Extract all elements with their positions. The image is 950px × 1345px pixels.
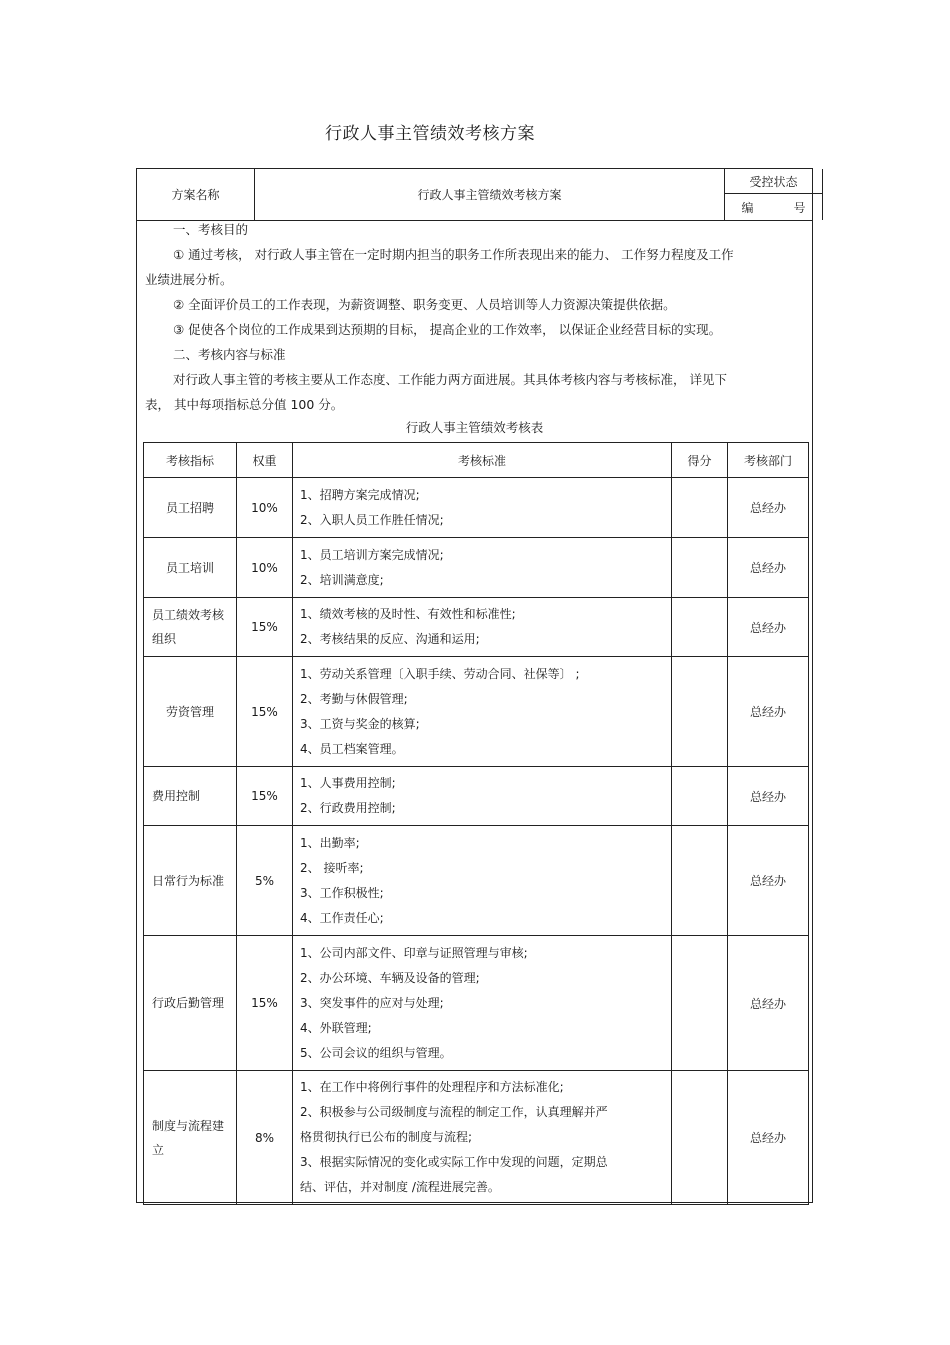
standard-item: 1、人事费用控制; (300, 776, 396, 790)
indicator-cell: 员工招聘 (144, 478, 237, 538)
header-score: 得分 (672, 443, 728, 478)
standard-item: 2、考核结果的反应、沟通和运用; (300, 632, 480, 646)
weight-cell: 15% (237, 767, 293, 826)
weight-cell: 10% (237, 478, 293, 538)
score-cell[interactable] (672, 657, 728, 767)
indicator-cell: 费用控制 (144, 767, 237, 826)
dept-cell: 总经办 (728, 598, 809, 657)
standard-cell (293, 936, 672, 1071)
standard-item: 格贯彻执行已公布的制度与流程; (300, 1130, 473, 1144)
standard-item: 1、绩效考核的及时性、有效性和标准性; (300, 607, 516, 621)
weight-cell: 15% (237, 657, 293, 767)
standard-item: 1、员工培训方案完成情况; (300, 547, 444, 562)
header-dept: 考核部门 (728, 443, 809, 478)
section1-item3: ③ 促使各个岗位的工作成果到达预期的目标， 提高企业的工作效率， 以保证企业经营目标的实现。 (173, 322, 722, 337)
score-cell[interactable] (672, 936, 728, 1071)
dept-cell: 总经办 (728, 657, 809, 767)
header-standard: 考核标准 (293, 443, 672, 478)
weight-cell: 10% (237, 538, 293, 598)
number-label-a: 编 (741, 200, 754, 215)
standard-item: 5、公司会议的组织与管理。 (300, 1045, 452, 1060)
score-cell[interactable] (672, 1071, 728, 1205)
table-row (144, 826, 809, 936)
section1-item1-line2: 业绩进展分析。 (145, 272, 233, 287)
indicator-cell: 日常行为标准 (144, 826, 237, 936)
table-row (144, 936, 809, 1071)
standard-item: 1、公司内部文件、印章与证照管理与审核; (300, 945, 528, 960)
dept-cell: 总经办 (728, 936, 809, 1071)
standard-item: 1、劳动关系管理〔入职手续、劳动合同、社保等〕 ; (300, 666, 580, 681)
standard-item: 3、根据实际情况的变化或实际工作中发现的问题，定期总 (300, 1155, 608, 1169)
standard-cell (293, 478, 672, 538)
section1-item2: ② 全面评价员工的工作表现，为薪资调整、职务变更、人员培训等人力资源决策提供依据。 (173, 297, 676, 312)
weight-cell: 5% (237, 826, 293, 936)
header-weight: 权重 (237, 443, 293, 478)
table-row (144, 767, 809, 826)
score-cell[interactable] (672, 826, 728, 936)
standard-item: 结、评估，并对制度 /流程进展完善。 (300, 1180, 500, 1194)
standard-item: 3、工作积极性; (300, 885, 384, 900)
section2-heading: 二、考核内容与标准 (173, 347, 286, 362)
standard-item: 3、工资与奖金的核算; (300, 716, 420, 731)
table-row (144, 657, 809, 767)
standard-item: 1、出勤率; (300, 835, 360, 850)
header-indicator: 考核指标 (144, 443, 237, 478)
dept-cell: 总经办 (728, 826, 809, 936)
kpi-table-body (144, 478, 809, 1205)
standard-cell (293, 767, 672, 826)
indicator-cell: 员工培训 (144, 538, 237, 598)
table-row (144, 478, 809, 538)
indicator-cell: 制度与流程建立 (144, 1071, 237, 1205)
standard-item: 1、在工作中将例行事件的处理程序和方法标准化; (300, 1080, 564, 1094)
standard-item: 4、外联管理; (300, 1020, 372, 1035)
score-cell[interactable] (672, 538, 728, 598)
indicator-cell: 劳资管理 (144, 657, 237, 767)
standard-item: 1、招聘方案完成情况; (300, 487, 420, 502)
indicator-cell: 行政后勤管理 (144, 936, 237, 1071)
section2-para-line1: 对行政人事主管的考核主要从工作态度、工作能力两方面进展。其具体考核内容与考核标准， 详见下 (173, 372, 727, 387)
plan-name-value: 行政人事主管绩效考核方案 (255, 169, 725, 220)
standard-item: 2、考勤与休假管理; (300, 691, 408, 706)
weight-cell: 15% (237, 936, 293, 1071)
kpi-table (143, 442, 809, 1205)
document-title: 行政人事主管绩效考核方案 (325, 124, 535, 144)
plan-name-label: 方案名称 (137, 169, 255, 220)
dept-cell: 总经办 (728, 1071, 809, 1205)
plan-frame (136, 168, 813, 1203)
section1-item1-line1: ① 通过考核， 对行政人事主管在一定时期内担当的职务工作所表现出来的能力、 工作努力程度及工作 (173, 247, 734, 262)
standard-item: 4、工作责任心; (300, 910, 384, 925)
standard-cell (293, 598, 672, 657)
weight-cell: 15% (237, 598, 293, 657)
table-row (144, 538, 809, 598)
standard-item: 4、员工档案管理。 (300, 741, 404, 756)
indicator-cell: 员工绩效考核组织 (144, 598, 237, 657)
dept-cell: 总经办 (728, 538, 809, 598)
standard-item: 2、行政费用控制; (300, 801, 396, 815)
section2-para-line2: 表， 其中每项指标总分值 100 分。 (145, 397, 344, 412)
standard-item: 2、入职人员工作胜任情况; (300, 512, 444, 527)
standard-cell (293, 657, 672, 767)
score-cell[interactable] (672, 598, 728, 657)
standard-item: 2、培训满意度; (300, 572, 384, 587)
standard-cell (293, 826, 672, 936)
dept-cell: 总经办 (728, 478, 809, 538)
standard-item: 2、积极参与公司级制度与流程的制定工作，认真理解并严 (300, 1105, 608, 1119)
weight-cell: 8% (237, 1071, 293, 1205)
standard-cell (293, 1071, 672, 1205)
kpi-table-header-row (144, 443, 809, 478)
standard-item: 3、突发事件的应对与处理; (300, 995, 444, 1010)
section1-heading: 一、考核目的 (173, 222, 249, 237)
dept-cell: 总经办 (728, 767, 809, 826)
number-label (725, 194, 823, 220)
control-status-label: 受控状态 (725, 169, 823, 194)
table-row (144, 598, 809, 657)
score-cell[interactable] (672, 478, 728, 538)
table-row (144, 1071, 809, 1205)
table-caption: 行政人事主管绩效考核表 (405, 420, 544, 435)
number-label-b: 号 (793, 200, 806, 215)
standard-item: 2、 接听率; (300, 860, 364, 875)
standard-cell (293, 538, 672, 598)
plan-header-row (137, 169, 812, 221)
score-cell[interactable] (672, 767, 728, 826)
standard-item: 2、办公环境、车辆及设备的管理; (300, 970, 480, 985)
